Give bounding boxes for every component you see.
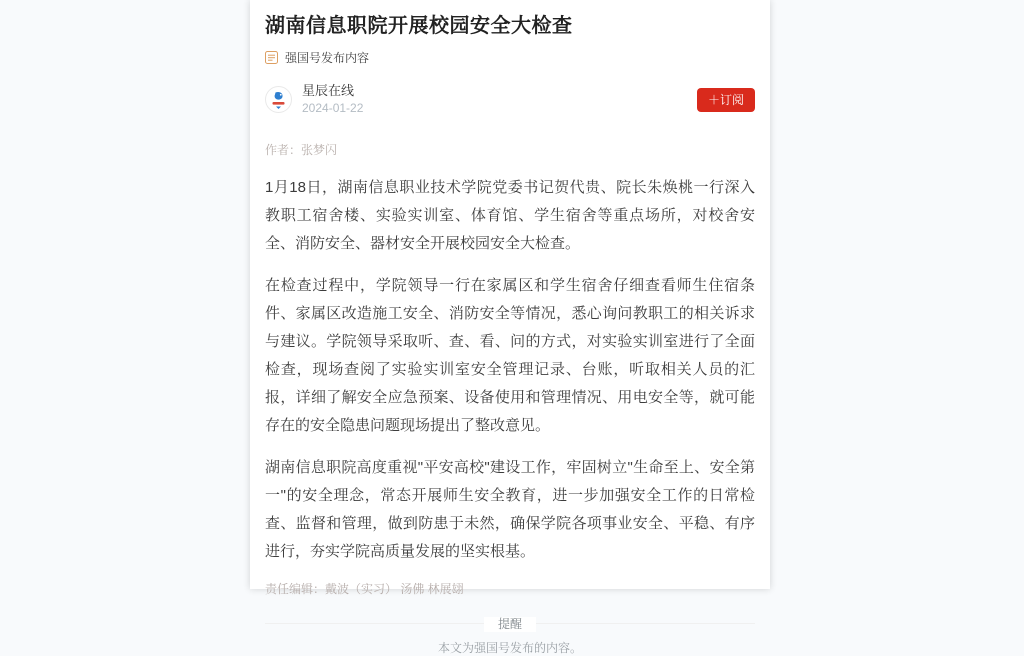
- footer-note: 本文为强国号发布的内容。: [437, 641, 582, 655]
- publisher-name[interactable]: 星辰在线: [302, 83, 355, 98]
- article-panel: [250, 0, 770, 655]
- subscribe-button[interactable]: ＋订阅: [697, 88, 755, 112]
- publisher-avatar[interactable]: [265, 86, 292, 113]
- article-paragraph: 1月18日，湖南信息职业技术学院党委书记贺代贵、院长朱焕桃一行深入教职工宿舍楼、实验实训室、体育馆、学生宿舍等重点场所，对校舍安全、消防安全、器材安全开展校园安全大检查。: [265, 179, 755, 252]
- divider-label: 提醒: [484, 617, 536, 632]
- article-paragraph: 湖南信息职院高度重视"平安高校"建设工作，牢固树立"生命至上、安全第一"的安全理念，常态开展师生安全教育，进一步加强安全工作的日常检查、监督和管理，做到防患于未然，确保学院各项事业安全、平稳、有序进行，夯实学院高质量发展的坚实根基。: [265, 459, 755, 560]
- editor-line: 责任编辑：戴波（实习） 汤佛 林展翃: [265, 582, 464, 596]
- author-line: 作者：张梦闪: [265, 143, 338, 157]
- footer-divider: [265, 615, 755, 630]
- source-badge-label: 强国号发布内容: [285, 51, 370, 65]
- publisher-meta: [302, 84, 363, 115]
- source-badge: [265, 49, 755, 66]
- document-icon: [265, 51, 278, 64]
- publisher-row: [265, 84, 755, 115]
- article-body: [265, 174, 755, 566]
- page-title: 湖南信息职院开展校园安全大检查: [265, 15, 573, 37]
- publish-date: 2024-01-22: [302, 101, 364, 115]
- article-paragraph: 在检查过程中，学院领导一行在家属区和学生宿舍仔细查看师生住宿条件、家属区改造施工安全、消防安全等情况，悉心询问教职工的相关诉求与建议。学院领导采取听、查、看、问的方式，对实验实训室进行了全面检查，现场查阅了实验实训室安全管理记录、台账，听取相关人员的汇报，详细了解安全应急预案、设备使用和管理情况、用电安全等，就可能存在的安全隐患问题现场提出了整改意见。: [265, 277, 755, 434]
